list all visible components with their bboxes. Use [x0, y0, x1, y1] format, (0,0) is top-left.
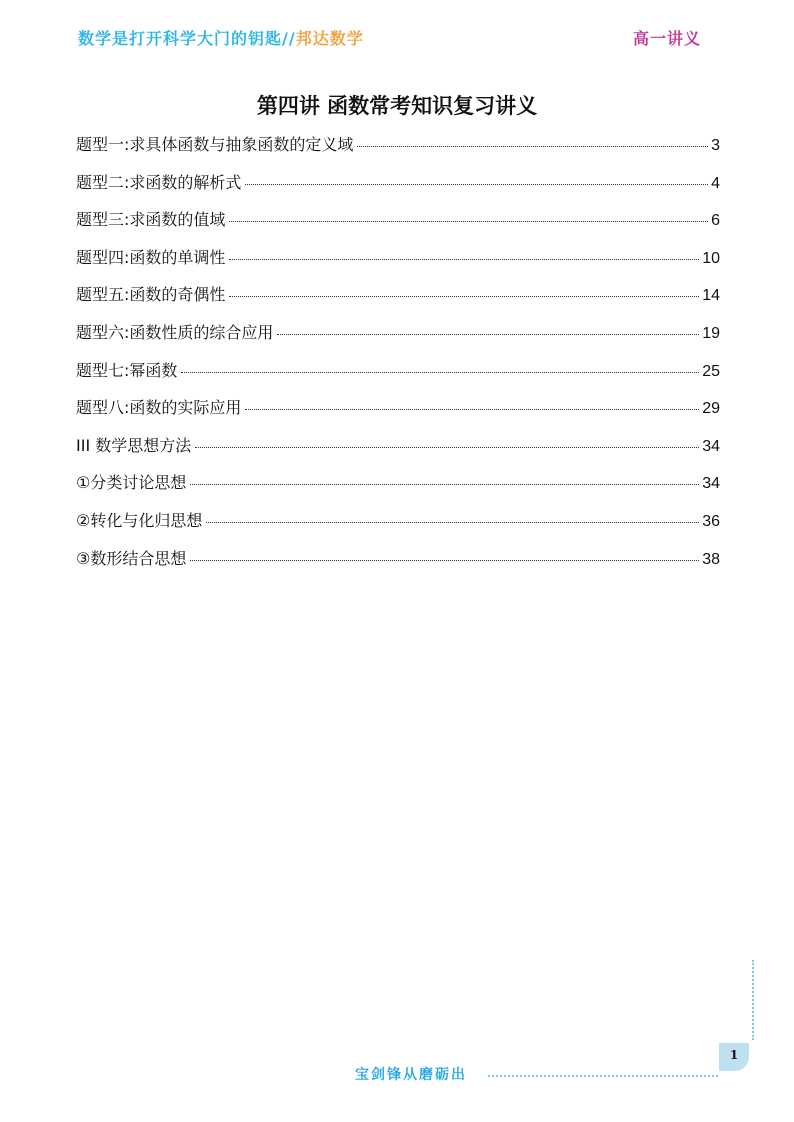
toc-entry-label: 题型七:幂函数: [76, 360, 178, 380]
toc-leader-dots: [195, 447, 699, 448]
toc-entry-page: 14: [702, 287, 720, 305]
toc-entry-page: 36: [702, 512, 720, 530]
toc-leader-dots: [245, 184, 708, 185]
toc-entry-page: 29: [702, 400, 720, 418]
header-course-label: 高一讲义: [633, 29, 702, 48]
footer-vertical-dotted-border: [752, 960, 754, 1040]
toc-entry-label: 题型五:函数的奇偶性: [76, 285, 226, 305]
toc-entry-page: 6: [711, 212, 720, 230]
toc-entry-label: 题型四:函数的单调性: [76, 247, 226, 267]
toc-entry[interactable]: [76, 395, 720, 433]
toc-leader-dots: [190, 560, 699, 561]
toc-entry[interactable]: [76, 546, 720, 584]
toc-entry-label: ①分类讨论思想: [76, 473, 187, 493]
toc-leader-dots: [245, 409, 699, 410]
toc-entry-page: 38: [702, 550, 720, 568]
toc-entry-page: 3: [711, 137, 720, 154]
page-number-badge: [719, 1043, 749, 1071]
toc-entry[interactable]: [76, 170, 720, 208]
toc-leader-dots: [277, 334, 699, 335]
toc-entry[interactable]: [76, 358, 720, 396]
toc-entry[interactable]: [76, 433, 720, 471]
toc-entry[interactable]: [76, 132, 720, 170]
table-of-contents: [76, 132, 720, 583]
toc-entry-label: III 数学思想方法: [76, 435, 192, 455]
header-slogan-main: 数学是打开科学大门的钥匙//: [78, 29, 296, 48]
toc-leader-dots: [229, 221, 708, 222]
footer-motto: 宝剑锋从磨砺出: [355, 1067, 467, 1083]
header-slogan: [78, 26, 364, 49]
header-brand: 邦达数学: [295, 29, 364, 48]
toc-entry-label: 题型三:求函数的值域: [76, 210, 226, 230]
toc-leader-dots: [229, 259, 699, 260]
toc-leader-dots: [206, 522, 699, 523]
toc-entry[interactable]: [76, 470, 720, 508]
toc-entry-label: 题型二:求函数的解析式: [76, 172, 242, 192]
toc-entry-label: 题型八:函数的实际应用: [76, 398, 242, 418]
toc-leader-dots: [181, 372, 699, 373]
toc-entry[interactable]: [76, 282, 720, 320]
toc-entry-page: 34: [702, 475, 720, 493]
page-title: 第四讲 函数常考知识复习讲义: [256, 93, 538, 118]
toc-leader-dots: [190, 484, 699, 485]
toc-entry-label: ②转化与化归思想: [76, 510, 203, 530]
toc-entry-label: ③数形结合思想: [76, 548, 187, 568]
toc-entry-page: 4: [711, 174, 720, 192]
toc-leader-dots: [357, 146, 708, 147]
toc-entry-page: 25: [702, 362, 720, 380]
toc-entry[interactable]: [76, 207, 720, 245]
toc-entry[interactable]: [76, 245, 720, 283]
toc-entry-page: 10: [702, 249, 720, 267]
page-number: 1: [729, 1048, 739, 1062]
toc-entry-page: 19: [702, 324, 720, 342]
toc-leader-dots: [229, 296, 699, 297]
toc-entry-page: 34: [702, 437, 720, 455]
footer-horizontal-dotted-border: [488, 1075, 718, 1077]
toc-entry-label: 题型六:函数性质的综合应用: [76, 322, 274, 342]
toc-entry[interactable]: [76, 320, 720, 358]
toc-entry-label: 题型一:求具体函数与抽象函数的定义域: [76, 135, 354, 154]
toc-entry[interactable]: [76, 508, 720, 546]
